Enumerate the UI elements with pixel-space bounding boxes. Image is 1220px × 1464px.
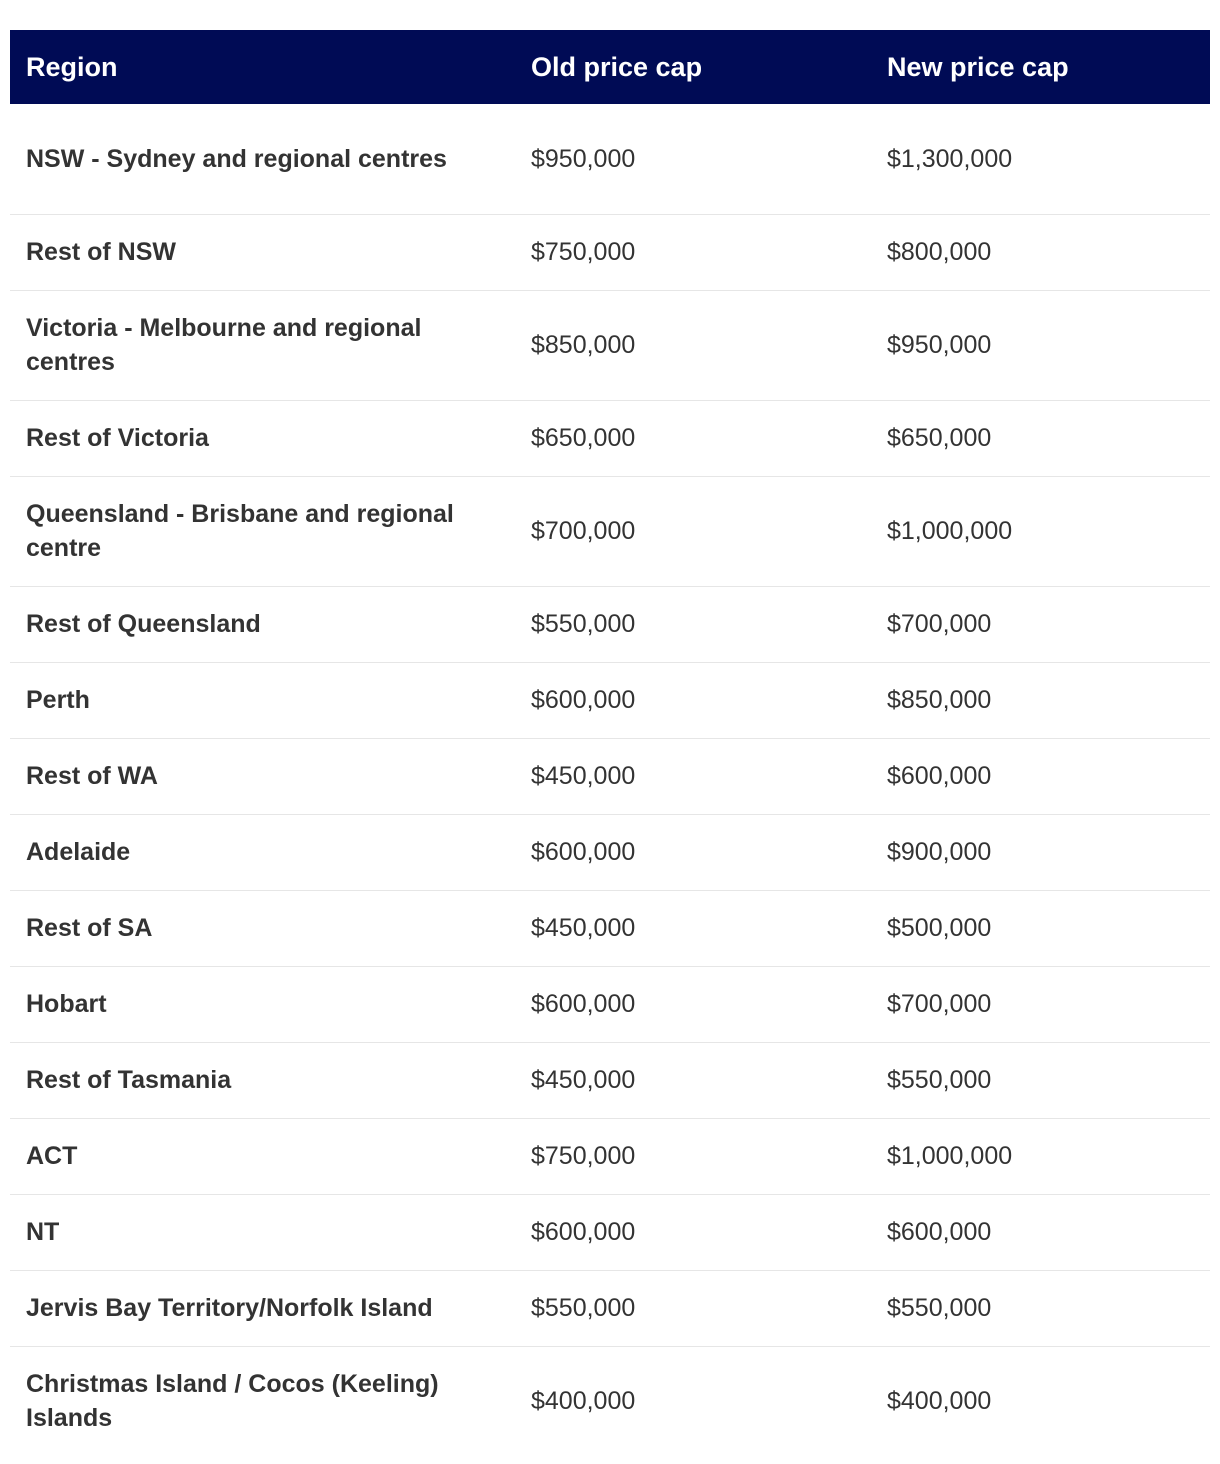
region-cell: NSW - Sydney and regional centres (26, 144, 447, 173)
new-price-cell: $950,000 (887, 331, 992, 359)
old-price-cell: $450,000 (531, 1066, 636, 1094)
new-price-cell: $800,000 (887, 238, 992, 266)
region-cell: Rest of NSW (26, 238, 176, 266)
table-row (10, 1346, 1210, 1456)
old-price-cell: $550,000 (531, 610, 636, 638)
new-price-cell: $1,000,000 (887, 517, 1013, 545)
table-row (10, 662, 1210, 738)
old-price-cell: $650,000 (531, 424, 636, 452)
old-price-cell: $600,000 (531, 838, 636, 866)
table-row (10, 290, 1210, 400)
region-cell: Rest of Queensland (26, 610, 261, 638)
region-cell: Rest of Victoria (26, 424, 209, 452)
new-price-cell: $400,000 (887, 1387, 992, 1416)
old-price-cell: $750,000 (531, 1142, 636, 1170)
table-row (10, 890, 1210, 966)
region-cell: Hobart (26, 990, 107, 1018)
region-cell: Rest of Tasmania (26, 1066, 232, 1094)
region-cell: Victoria - Melbourne and regional centres (26, 314, 422, 376)
region-cell: ACT (26, 1142, 78, 1170)
region-cell: Perth (26, 686, 90, 714)
table-body (10, 104, 1210, 1456)
table-row (10, 1042, 1210, 1118)
table-row (10, 966, 1210, 1042)
table-row (10, 1270, 1210, 1346)
new-price-cell: $600,000 (887, 762, 992, 790)
region-cell: Queensland - Brisbane and regional centre (26, 500, 454, 562)
header-new-price-cap: New price cap (887, 51, 1069, 82)
new-price-cell: $900,000 (887, 838, 992, 866)
old-price-cell: $850,000 (531, 331, 636, 359)
table-row (10, 104, 1210, 214)
old-price-cell: $950,000 (531, 144, 636, 173)
old-price-cell: $450,000 (531, 914, 636, 942)
new-price-cell: $700,000 (887, 610, 992, 638)
table-row (10, 586, 1210, 662)
new-price-cell: $550,000 (887, 1294, 992, 1322)
region-cell: Adelaide (26, 838, 131, 866)
old-price-cell: $450,000 (531, 762, 636, 790)
region-cell: Rest of SA (26, 914, 153, 942)
new-price-cell: $500,000 (887, 914, 992, 942)
region-cell: Rest of WA (26, 762, 158, 790)
price-cap-table-container (10, 30, 1210, 1456)
region-cell: NT (26, 1218, 60, 1246)
old-price-cell: $600,000 (531, 1218, 636, 1246)
table-header (10, 30, 1210, 104)
old-price-cell: $550,000 (531, 1294, 636, 1322)
price-cap-table (10, 30, 1210, 1456)
table-row (10, 1194, 1210, 1270)
old-price-cell: $600,000 (531, 686, 636, 714)
region-cell: Jervis Bay Territory/Norfolk Island (26, 1294, 433, 1322)
table-row (10, 1118, 1210, 1194)
table-row (10, 476, 1210, 586)
table-row (10, 400, 1210, 476)
new-price-cell: $700,000 (887, 990, 992, 1018)
new-price-cell: $1,000,000 (887, 1142, 1013, 1170)
new-price-cell: $650,000 (887, 424, 992, 452)
old-price-cell: $700,000 (531, 517, 636, 545)
old-price-cell: $600,000 (531, 990, 636, 1018)
new-price-cell: $1,300,000 (887, 144, 1013, 173)
new-price-cell: $550,000 (887, 1066, 992, 1094)
table-row (10, 814, 1210, 890)
new-price-cell: $600,000 (887, 1218, 992, 1246)
header-row (10, 30, 1210, 104)
header-old-price-cap: Old price cap (531, 51, 703, 82)
table-row (10, 738, 1210, 814)
header-region: Region (26, 51, 118, 82)
new-price-cell: $850,000 (887, 686, 992, 714)
old-price-cell: $400,000 (531, 1387, 636, 1416)
old-price-cell: $750,000 (531, 238, 636, 266)
region-cell: Christmas Island / Cocos (Keeling) Islands (26, 1370, 439, 1433)
table-row (10, 214, 1210, 290)
